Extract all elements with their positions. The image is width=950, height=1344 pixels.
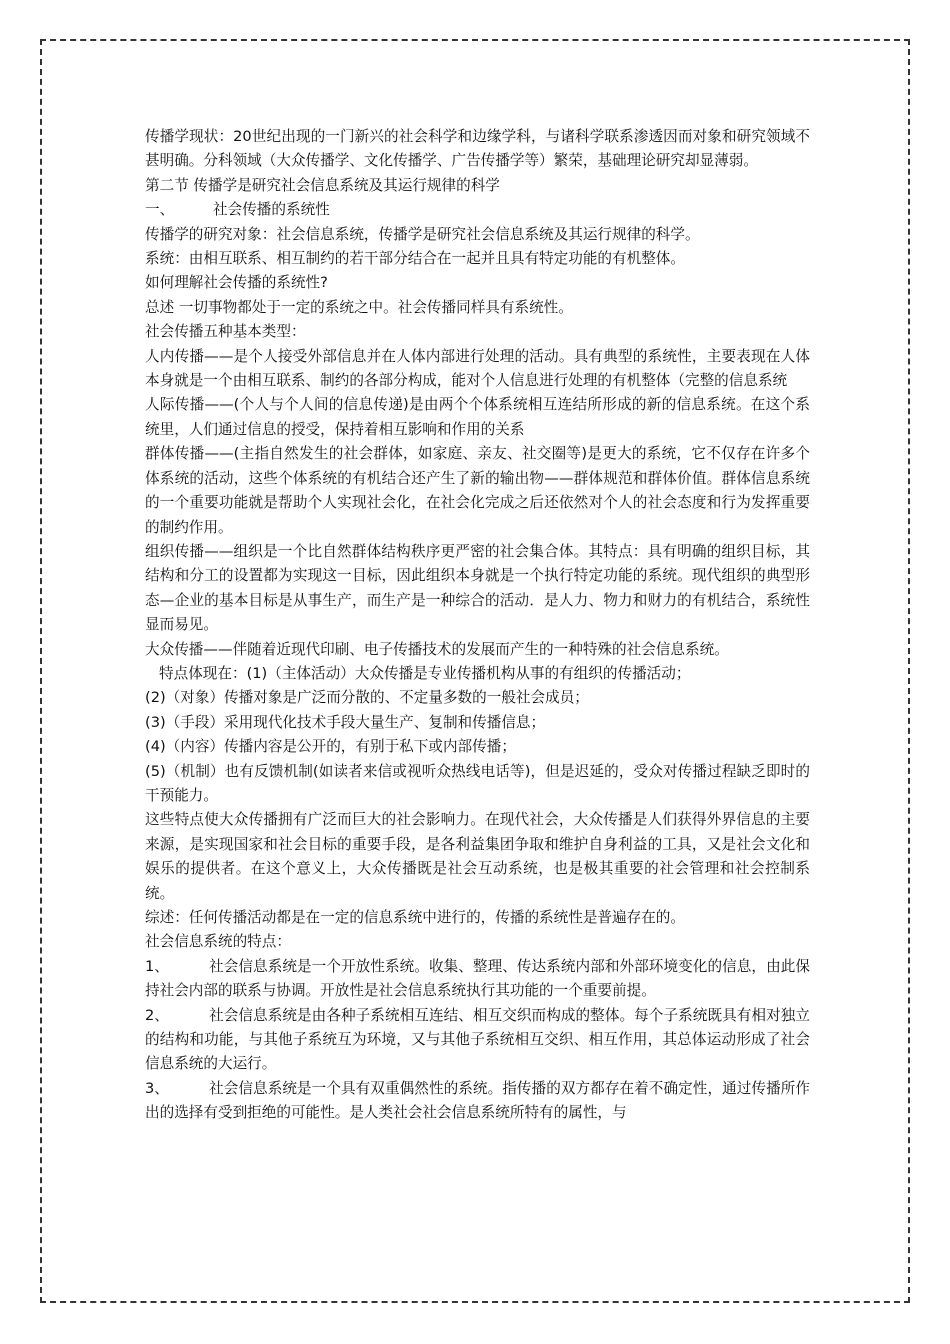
paragraph-influence: 这些特点使大众传播拥有广泛而巨大的社会影响力。在现代社会，大众传播是人们获得外界信息的主要来源，是实现国家和社会目标的重要手段，是各利益集团争取和维护自身利益的工具，又是社会文化和娱乐的提供者。在这个意义上，大众传播既是社会互动系统，也是极其重要的社会管理和社会控制系统。 <box>145 811 810 902</box>
subsection-title: 社会传播的系统性 <box>213 201 330 219</box>
paragraph-status: 传播学现状：20世纪出现的一门新兴的社会科学和边缘学科，与诸科学联系渗透因而对象和研究领域不甚明确。分科领域（大众传播学、文化传播学、广告传播学等）繁荣，基础理论研究却显薄弱。 <box>145 128 810 170</box>
paragraph-conclusion: 综述：任何传播活动都是在一定的信息系统中进行的，传播的系统性是普遍存在的。 <box>145 909 685 926</box>
paragraph-system-features: 社会信息系统的特点： <box>145 933 291 951</box>
numbered-item <box>145 955 810 1004</box>
numbered-item <box>145 1077 810 1126</box>
paragraph-organizational: 组织传播——组织是一个比自然群体结构秩序更严密的社会集合体。其特点：具有明确的组织目标，其结构和分工的设置都为实现这一目标，因此组织本身就是一个执行特定功能的系统。现代组织的典型形态—企业的基本目标是从事生产，而生产是一种综合的活动．是人力、物力和财力的有机结合，系统性显而易见。 <box>145 542 810 634</box>
item-text: 社会信息系统是一个开放性系统。收集、整理、传达系统内部和外部环境变化的信息，由此保持社会内部的联系与协调。开放性是社会信息系统执行其功能的一个重要前提。 <box>145 957 810 1000</box>
feature-item: (2)（对象）传播对象是广泛而分散的、不定量多数的一般社会成员； <box>145 689 589 707</box>
paragraph-research-object: 传播学的研究对象：社会信息系统，传播学是研究社会信息系统及其运行规律的科学。 <box>145 225 700 243</box>
paragraph-system-definition: 系统：由相互联系、相互制约的若干部分结合在一起并且具有特定功能的有机整体。 <box>145 250 685 268</box>
item-text: 社会信息系统是由各种子系统相互连结、相互交织而构成的整体。每个子系统既具有相对独立的结构和功能，与其他子系统互为环境，又与其他子系统相互交织、相互作用，其总体运动形成了社会信息系统的大运行。 <box>145 1006 810 1073</box>
item-number: 3、 <box>145 1079 169 1097</box>
feature-item: (5)（机制）也有反馈机制(如读者来信或视听众热线电话等)，但是迟延的，受众对传播过程缺乏即时的干预能力。 <box>145 762 810 804</box>
document-body <box>145 125 810 1126</box>
subsection-heading <box>145 198 810 222</box>
feature-item: (4)（内容）传播内容是公开的，有别于私下或内部传播； <box>145 738 516 756</box>
subsection-number: 一、 <box>145 201 175 219</box>
paragraph-summary: 总述 一切事物都处于一定的系统之中。社会传播同样具有系统性。 <box>145 298 573 316</box>
paragraph-interpersonal: 人际传播——(个人与个人间的信息传递)是由两个个体系统相互连结所形成的新的信息系统。在这个系统里，人们通过信息的授受，保持着相互影响和作用的关系 <box>145 396 810 438</box>
paragraph-mass: 大众传播——伴随着近现代印刷、电子传播技术的发展而产生的一种特殊的社会信息系统。 <box>145 640 729 658</box>
section-heading: 第二节 传播学是研究社会信息系统及其运行规律的科学 <box>145 176 500 194</box>
feature-item: (3)（手段）采用现代化技术手段大量生产、复制和传播信息； <box>145 713 546 731</box>
item-number: 2、 <box>145 1006 169 1024</box>
paragraph-features-intro: 特点体现在：(1)（主体活动）大众传播是专业传播机构从事的有组织的传播活动； <box>159 664 691 682</box>
paragraph-five-types: 社会传播五种基本类型： <box>145 323 306 341</box>
numbered-item <box>145 1004 810 1077</box>
item-text: 社会信息系统是一个具有双重偶然性的系统。指传播的双方都存在着不确定性，通过传播所作出的选择有受到拒绝的可能性。是人类社会社会信息系统所特有的属性，与 <box>145 1079 810 1122</box>
item-number: 1、 <box>145 957 169 975</box>
paragraph-intrapersonal: 人内传播——是个人接受外部信息并在人体内部进行处理的活动。具有典型的系统性，主要表现在人体本身就是一个由相互联系、制约的各部分构成，能对个人信息进行处理的有机整体（完整的信息系统 <box>145 347 810 390</box>
paragraph-group: 群体传播——(主指自然发生的社会群体，如家庭、亲友、社交圈等)是更大的系统，它不仅存在许多个体系统的活动，这些个体系统的有机结合还产生了新的输出物——群体规范和群体价值。群体信息系统的一个重要功能就是帮助个人实现社会化，在社会化完成之后还依然对个人的社会态度和行为发挥重要的制约作用。 <box>145 445 810 536</box>
paragraph-question: 如何理解社会传播的系统性? <box>145 274 328 292</box>
